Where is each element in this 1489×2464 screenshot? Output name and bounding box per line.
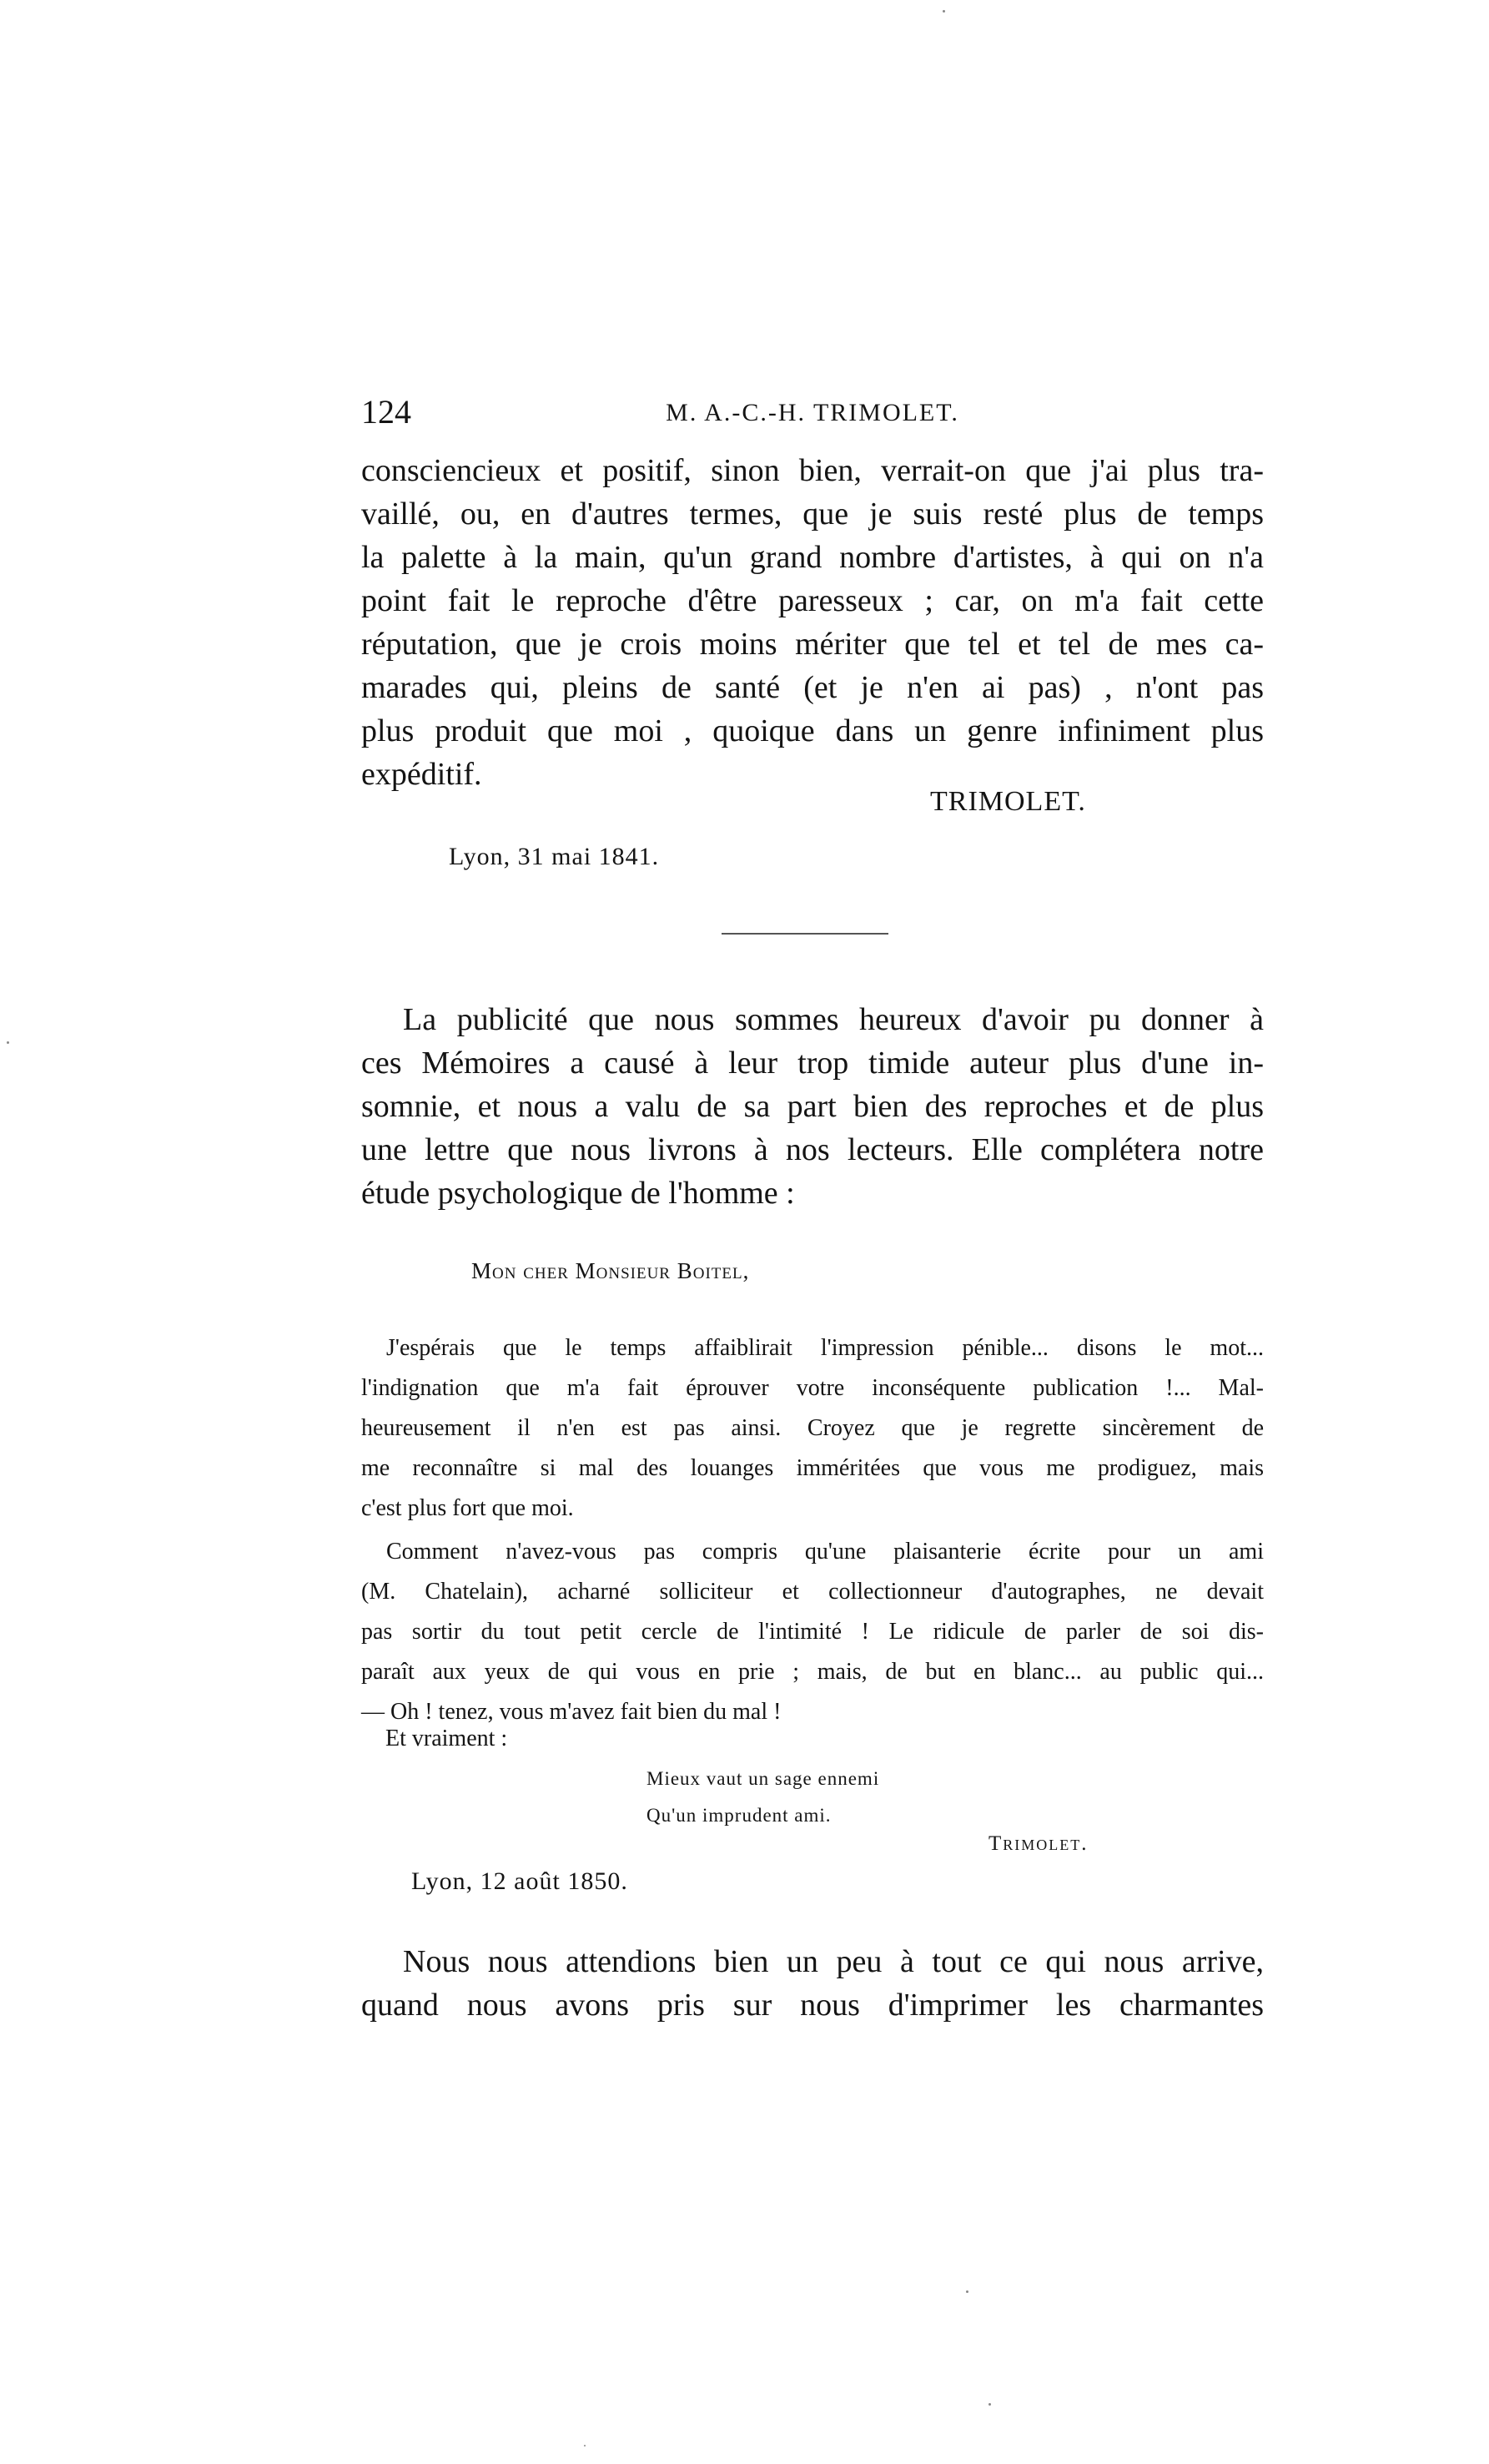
text-line: — Oh ! tenez, vous m'avez fait bien du mal ! [361, 1699, 782, 1725]
text-line: La publicité que nous sommes heureux d'avoir pu donner à [403, 1002, 1264, 1037]
quote-line: Qu'un imprudent ami. [646, 1805, 832, 1826]
paper-speck [988, 2403, 991, 2406]
text-line: une lettre que nous livrons à nos lecteurs. Elle complétera notre [361, 1132, 1264, 1167]
running-title: M. A.-C.-H. TRIMOLET. [666, 399, 959, 426]
text-line: marades qui, pleins de santé (et je n'en ai pas) , n'ont pas [361, 670, 1264, 705]
text-line: Nous nous attendions bien un peu à tout ce qui nous arrive, [403, 1944, 1264, 1979]
text-line: pas sortir du tout petit cercle de l'intimité ! Le ridicule de parler de soi dis- [361, 1619, 1264, 1645]
text-line: étude psychologique de l'homme : [361, 1176, 795, 1211]
text-line: c'est plus fort que moi. [361, 1495, 574, 1521]
dateline: Lyon, 31 mai 1841. [449, 843, 660, 870]
verse-quote [646, 1761, 879, 1834]
first-paragraph [361, 449, 1264, 796]
text-line: expéditif. [361, 757, 482, 792]
text-line: vaillé, ou, en d'autres termes, que je suis resté plus de temps [361, 496, 1264, 532]
letter-dateline: Lyon, 12 août 1850. [411, 1867, 628, 1895]
text-line: me reconnaître si mal des louanges imméritées que vous me prodiguez, mais [361, 1455, 1264, 1481]
text-line: l'indignation que m'a fait éprouver votre inconséquente publication !... Mal- [361, 1375, 1264, 1401]
letter-salutation: Mon cher Monsieur Boitel, [471, 1258, 750, 1283]
text-line: heureusement il n'en est pas ainsi. Croyez que je regrette sincèrement de [361, 1415, 1264, 1441]
section-divider [722, 933, 888, 936]
text-line: ces Mémoires a causé à leur trop timide auteur plus d'une in- [361, 1046, 1264, 1081]
page-number: 124 [361, 393, 411, 431]
paper-speck [943, 10, 945, 13]
text-line: quand nous avons pris sur nous d'imprimer les charmantes [361, 1988, 1264, 2023]
text-line: (M. Chatelain), acharné solliciteur et collectionneur d'autographes, ne devait [361, 1579, 1264, 1605]
quote-line: Mieux vaut un sage ennemi [646, 1768, 880, 1789]
text-line: J'espérais que le temps affaiblirait l'impression pénible... disons le mot... [386, 1335, 1264, 1361]
text-line: réputation, que je crois moins mériter que tel et tel de mes ca- [361, 627, 1264, 662]
text-line: Comment n'avez-vous pas compris qu'une plaisanterie écrite pour un ami [386, 1539, 1264, 1565]
paper-speck [7, 1041, 9, 1044]
text-line: plus produit que moi , quoique dans un genre infiniment plus [361, 713, 1264, 748]
text-line: point fait le reproche d'être paresseux ; car, on m'a fait cette [361, 583, 1264, 618]
letter-paragraph-2 [361, 1532, 1264, 1732]
et-vraiment: Et vraiment : [385, 1726, 508, 1751]
letter-paragraph-1 [361, 1328, 1264, 1529]
paper-speck [584, 2445, 586, 2446]
text-line: somnie, et nous a valu de sa part bien des reproches et de plus [361, 1089, 1264, 1124]
page-header [361, 392, 1264, 442]
author-signature: TRIMOLET. [930, 786, 1086, 817]
final-paragraph [361, 1940, 1264, 2027]
editor-paragraph [361, 998, 1264, 1215]
letter-signature: Trimolet. [988, 1832, 1089, 1855]
text-line: consciencieux et positif, sinon bien, verrait-on que j'ai plus tra- [361, 453, 1264, 488]
text-line: la palette à la main, qu'un grand nombre d'artistes, à qui on n'a [361, 540, 1264, 575]
text-line: paraît aux yeux de qui vous en prie ; mais, de but en blanc... au public qui... [361, 1659, 1264, 1685]
paper-speck [966, 2290, 968, 2293]
